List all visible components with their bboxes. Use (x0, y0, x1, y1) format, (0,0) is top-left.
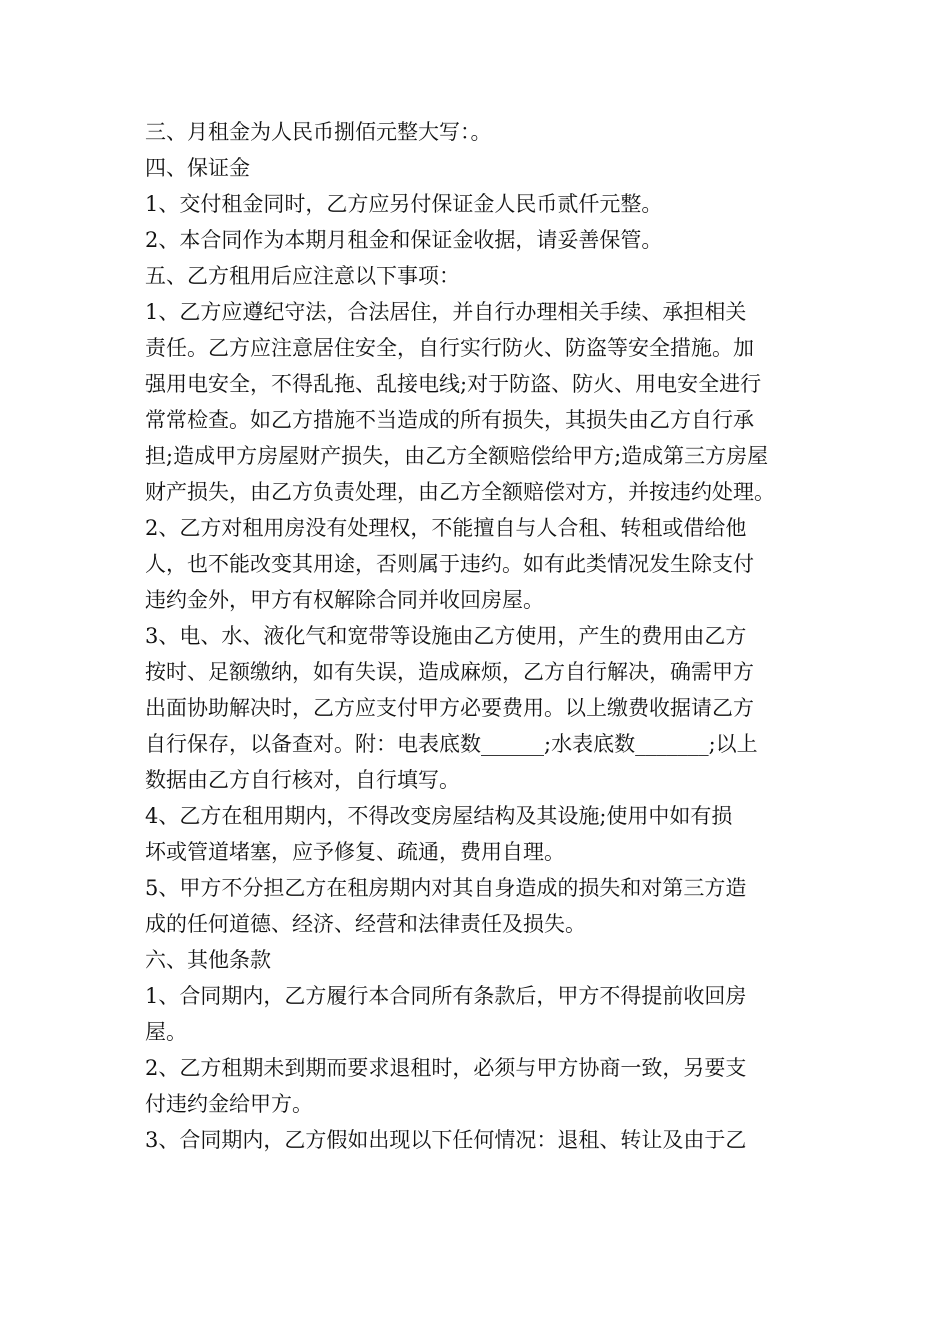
text-line: 财产损失，由乙方负责处理，由乙方全额赔偿对方，并按违约处理。 (145, 480, 775, 504)
section-heading: 六、其他条款 (145, 948, 271, 972)
section-heading: 五、乙方租用后应注意以下事项： (145, 264, 460, 288)
text-line: 成的任何道德、经济、经营和法律责任及损失。 (145, 912, 586, 936)
document-body (145, 114, 810, 1158)
text-line: 2、乙方租期未到期而要求退租时，必须与甲方协商一致，另要支 (145, 1056, 747, 1080)
text-line: 2、本合同作为本期月租金和保证金收据，请妥善保管。 (145, 228, 663, 252)
text-line: 5、甲方不分担乙方在租房期内对其自身造成的损失和对第三方造 (145, 876, 747, 900)
section-heading: 四、保证金 (145, 156, 250, 180)
text-line: 付违约金给甲方。 (145, 1092, 313, 1116)
text-line: 1、合同期内，乙方履行本合同所有条款后，甲方不得提前收回房 (145, 984, 747, 1008)
text-line: 担;造成甲方房屋财产损失，由乙方全额赔偿给甲方;造成第三方房屋 (145, 444, 769, 468)
text-line: 违约金外，甲方有权解除合同并收回房屋。 (145, 588, 544, 612)
text-line: 坏或管道堵塞，应予修复、疏通，费用自理。 (145, 840, 565, 864)
text-line: 人，也不能改变其用途，否则属于违约。如有此类情况发生除支付 (145, 552, 754, 576)
text-line: 1、交付租金同时，乙方应另付保证金人民币贰仟元整。 (145, 192, 663, 216)
text-line: 2、乙方对租用房没有处理权，不能擅自与人合租、转租或借给他 (145, 516, 747, 540)
text-line: 3、电、水、液化气和宽带等设施由乙方使用，产生的费用由乙方 (145, 624, 747, 648)
text-line: 屋。 (145, 1020, 187, 1044)
text-line: 3、合同期内，乙方假如出现以下任何情况：退租、转让及由于乙 (145, 1128, 747, 1152)
text-line: 数据由乙方自行核对，自行填写。 (145, 768, 460, 792)
text-line: 按时、足额缴纳，如有失误，造成麻烦，乙方自行解决，确需甲方 (145, 660, 754, 684)
text-line: 三、月租金为人民币捌佰元整大写：。 (145, 120, 492, 144)
text-line: 责任。乙方应注意居住安全，自行实行防火、防盗等安全措施。加 (145, 336, 754, 360)
text-line: 强用电安全，不得乱拖、乱接电线;对于防盗、防火、用电安全进行 (145, 372, 762, 396)
text-line: 1、乙方应遵纪守法，合法居住，并自行办理相关手续、承担相关 (145, 300, 747, 324)
text-line: 常常检查。如乙方措施不当造成的所有损失，其损失由乙方自行承 (145, 408, 754, 432)
text-line: 4、乙方在租用期内，不得改变房屋结构及其设施;使用中如有损 (145, 804, 733, 828)
text-line: 自行保存，以备查对。附：电表底数______;水表底数_______;以上 (145, 732, 758, 756)
text-line: 出面协助解决时，乙方应支付甲方必要费用。以上缴费收据请乙方 (145, 696, 754, 720)
